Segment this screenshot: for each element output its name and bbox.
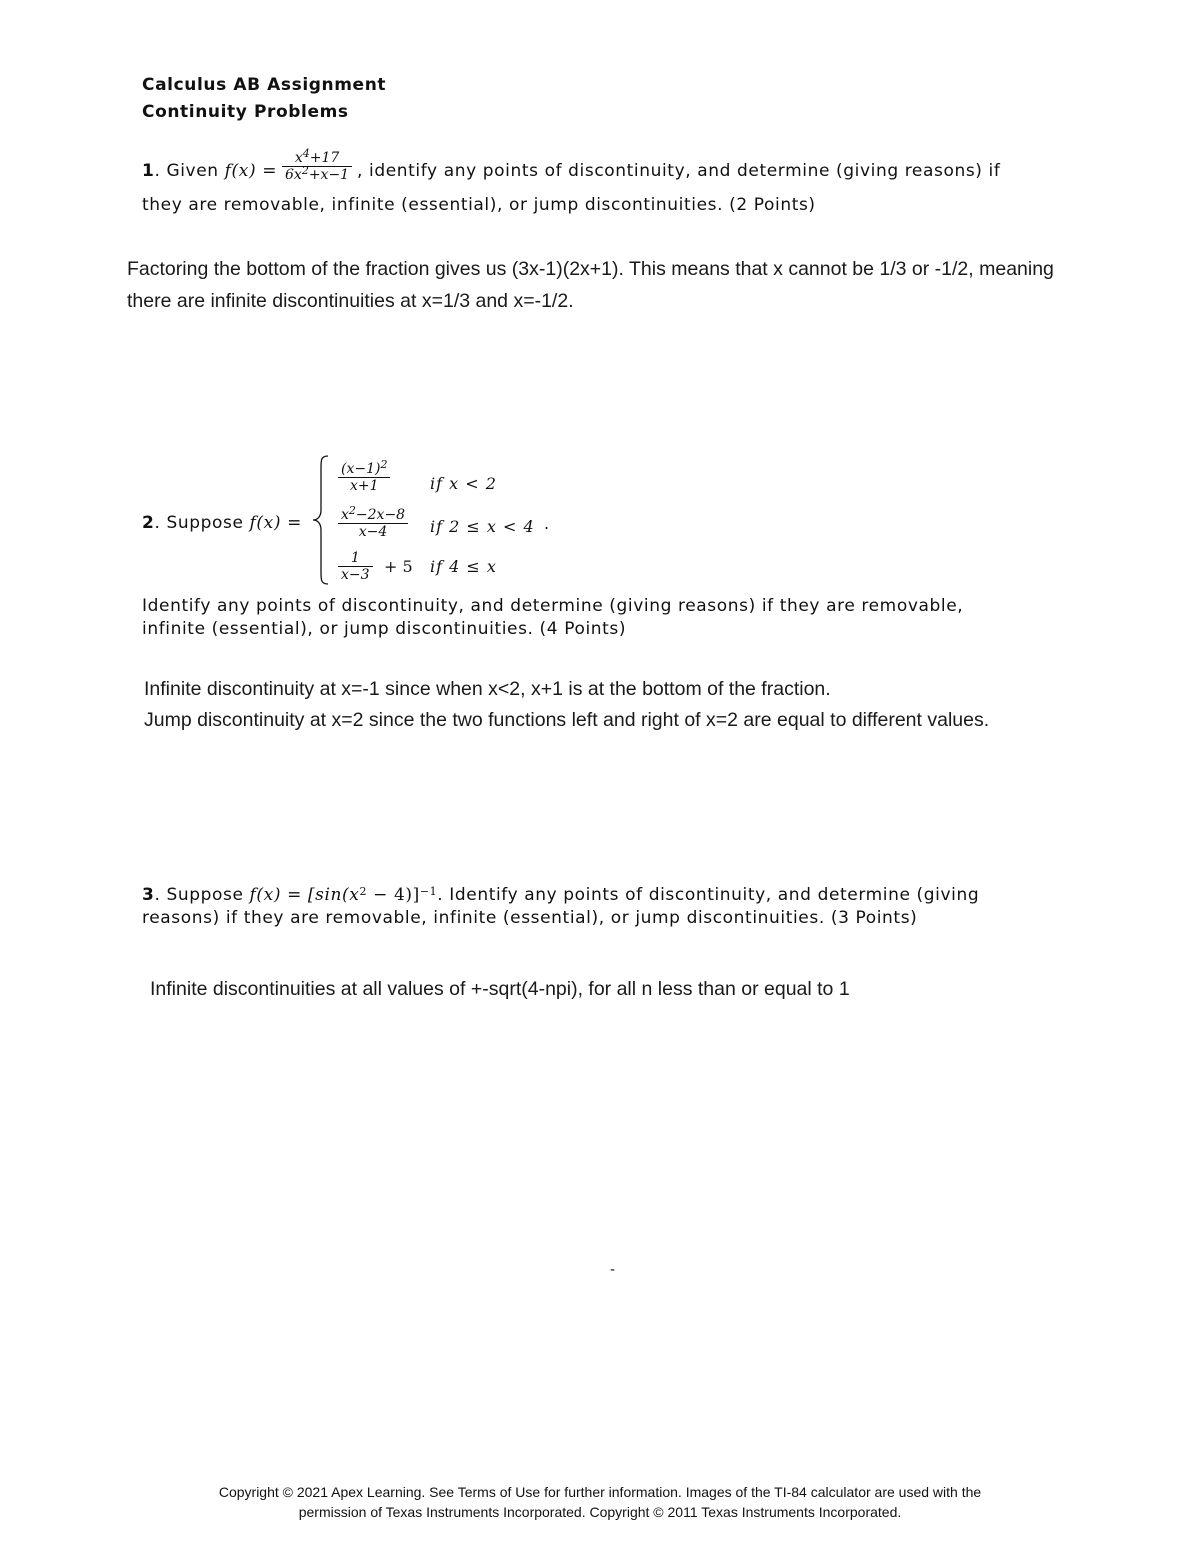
problem-3-lead-text: . Suppose — [154, 885, 250, 905]
case-2-fraction — [338, 504, 408, 540]
problem-1-number: 1 — [142, 161, 155, 181]
problem-1-lead-text: . Given — [154, 161, 225, 181]
problem-1-text: , identify any points of discontinuity, and determine (giving reasons) if — [357, 161, 1001, 181]
case-3-plus-five: + 5 — [384, 557, 413, 576]
case-3-numerator: 1 — [350, 550, 360, 566]
num-rest: +17 — [309, 150, 340, 166]
expr-mid: − 4)] — [367, 885, 420, 905]
num-exponent: 4 — [302, 147, 310, 160]
case-2-num-exponent: 2 — [348, 504, 356, 517]
case-2-num-base: x — [341, 507, 349, 523]
case-2-num-rest: −2x−8 — [355, 507, 406, 523]
expr-exponent-2: −1 — [419, 885, 438, 898]
problem-1-answer-line2: there are infinite discontinuities at x=1/3 and x=-1/2. — [127, 290, 574, 312]
case-trailing-dot: . — [544, 514, 550, 533]
problem-2-answer-line1: Infinite discontinuity at x=-1 since when x<2, x+1 is at the bottom of the fraction. — [144, 678, 831, 700]
num-base: x — [294, 150, 303, 166]
expr-main: f(x) = [sin(x — [249, 885, 360, 905]
problem-2-fname: f(x) = — [249, 513, 302, 533]
problem-1-fname: f(x) = — [224, 161, 278, 181]
problem-1-lead — [142, 161, 277, 181]
case-3-denominator: x−3 — [341, 567, 370, 583]
problem-1-answer-line1: Factoring the bottom of the fraction gives us (3x-1)(2x+1). This means that x cannot be 1/3 or -1/2, meaning — [127, 258, 1054, 280]
problem-2-answer-line2: Jump discontinuity at x=2 since the two functions left and right of x=2 are equal to different values. — [144, 709, 990, 731]
problem-3-answer-line1: Infinite discontinuities at all values of +-sqrt(4-npi), for all n less than or equal to 1 — [150, 978, 850, 1000]
problem-3-number: 3 — [142, 885, 155, 905]
problem-1-denominator — [282, 164, 352, 183]
den-base: 6x — [285, 167, 302, 183]
problem-2-lead-text: . Suppose — [154, 513, 250, 533]
case-2-denominator: x−4 — [358, 524, 388, 540]
problem-2-text-line1: Identify any points of discontinuity, and determine (giving reasons) if they are removable, — [142, 596, 964, 616]
case-1-fraction — [338, 458, 390, 494]
problem-3-text-line2: reasons) if they are removable, infinite (essential), or jump discontinuities. (3 Points) — [142, 908, 918, 928]
expr-exponent-1: 2 — [359, 885, 368, 898]
case-1-num-base: (x−1) — [341, 461, 381, 477]
problem-3-expression — [250, 885, 438, 905]
problem-2-text-line2: infinite (essential), or jump discontinuities. (4 Points) — [142, 619, 627, 639]
problem-1-fraction — [282, 147, 352, 183]
den-exponent: 2 — [301, 164, 309, 177]
problem-2-number: 2 — [142, 513, 155, 533]
assignment-subtitle: Continuity Problems — [142, 102, 349, 122]
case-1-denominator: x+1 — [349, 478, 379, 494]
case-1-num-exponent: 2 — [380, 458, 388, 471]
assignment-title: Calculus AB Assignment — [142, 75, 387, 95]
problem-2-lead — [142, 513, 302, 533]
problem-1-numerator — [292, 147, 342, 166]
case-3-condition: if 4 ≤ x — [430, 557, 497, 576]
left-brace-icon — [310, 454, 332, 586]
den-rest: +x−1 — [308, 167, 350, 183]
footer-line2: permission of Texas Instruments Incorporated. Copyright © 2011 Texas Instruments Incorporated. — [298, 1504, 902, 1520]
case-1-condition: if x < 2 — [430, 474, 497, 493]
case-3-fraction — [338, 550, 373, 583]
case-1-numerator — [338, 458, 390, 477]
footer-line1: Copyright © 2021 Apex Learning. See Terms of Use for further information. Images of the TI-84 calculator are used with the — [218, 1484, 982, 1500]
problem-1-text-line2: they are removable, infinite (essential), or jump discontinuities. (2 Points) — [142, 195, 816, 215]
case-2-numerator — [338, 504, 408, 523]
case-2-condition: if 2 ≤ x < 4 — [430, 517, 535, 536]
problem-3-text: . Identify any points of discontinuity, and determine (giving — [437, 885, 980, 905]
stray-dash: - — [610, 1262, 616, 1278]
problem-3-line1 — [142, 885, 979, 905]
